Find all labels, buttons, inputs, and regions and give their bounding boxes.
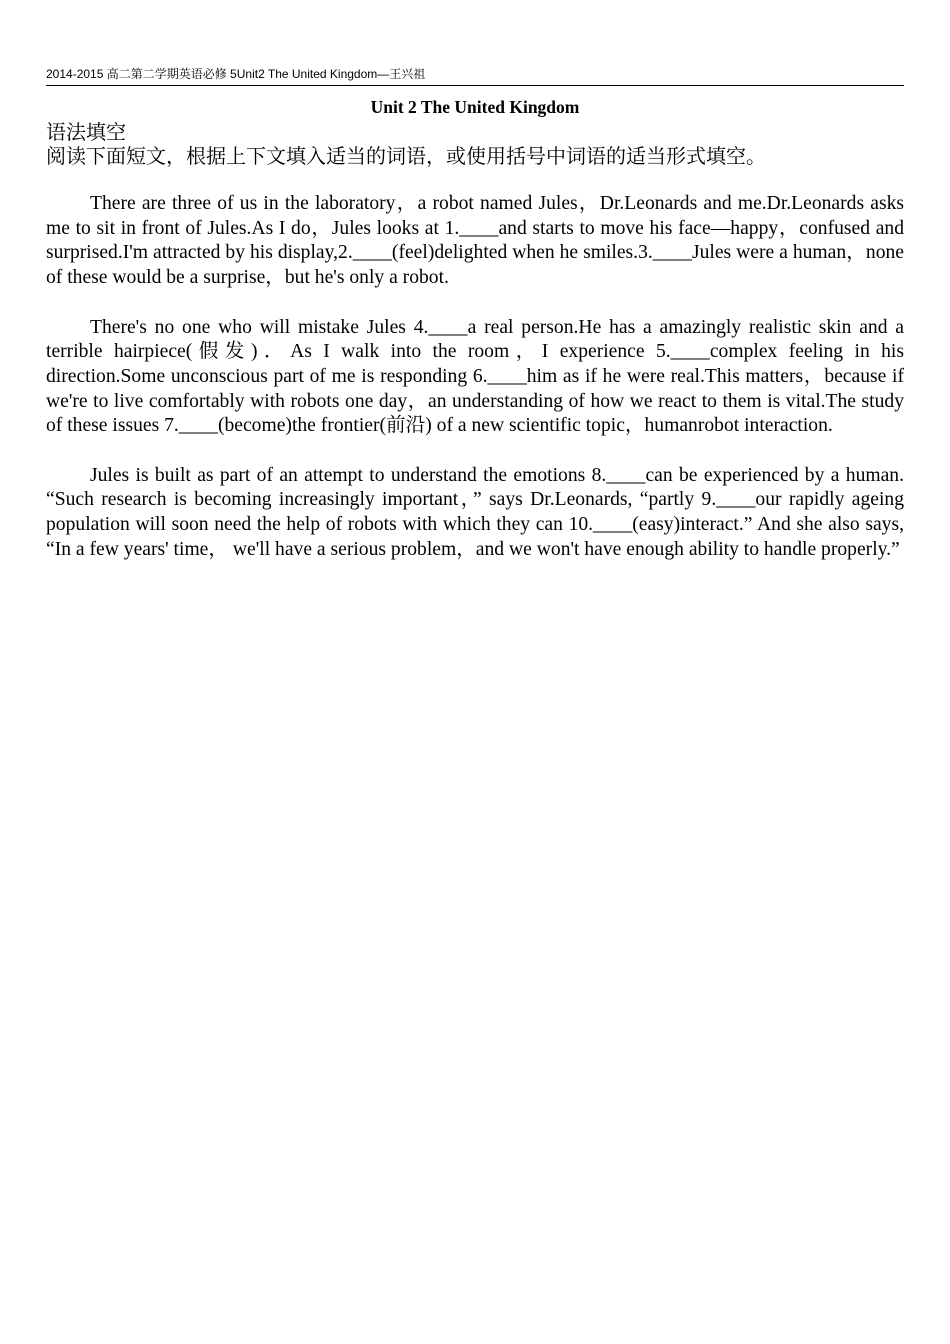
page-header: 2014-2015 高二第二学期英语必修 5Unit2 The United Kingdom—王兴祖	[46, 66, 904, 86]
instruction-text: 阅读下面短文，根据上下文填入适当的词语，或使用括号中词语的适当形式填空。	[46, 144, 766, 168]
section-label: 语法填空	[46, 120, 126, 144]
paragraph-3: Jules is built as part of an attempt to understand the emotions 8.____can be experienced by a human. “Such research is becoming increasingly important，” says Dr.Leonards, “partly 9.____our rapidly ageing population will soon need the help of robots with which they can 10.____(easy)interact.” And she also says, “In a few years' time， we'll have a serious problem，and we won't have enough ability to handle properly.”	[46, 464, 904, 560]
paragraph-1: There are three of us in the laboratory，a robot named Jules，Dr.Leonards and me.Dr.Leonards asks me to sit in front of Jules.As I do，Jules looks at 1.____and starts to move his face—happy，confused and surprised.I'm attracted by his display,2.____(feel)delighted when he smiles.3.____Jules were a human，none of these would be a surprise，but he's only a robot.	[46, 193, 904, 289]
passage	[46, 192, 904, 587]
document-title: Unit 2 The United Kingdom	[370, 97, 580, 117]
paragraph-2: There's no one who will mistake Jules 4.____a real person.He has a amazingly realistic skin and a terrible hairpiece(假发)．As I walk into the room，I experience 5.____complex feeling in his direction.Some unconscious part of me is responding 6.____him as if he were real.This matters，because if we're to live comfortably with robots one day，an understanding of how we react to them is vital.The study of these issues 7.____(become)the frontier(前沿) of a new scientific topic，humanrobot interaction.	[46, 316, 904, 437]
